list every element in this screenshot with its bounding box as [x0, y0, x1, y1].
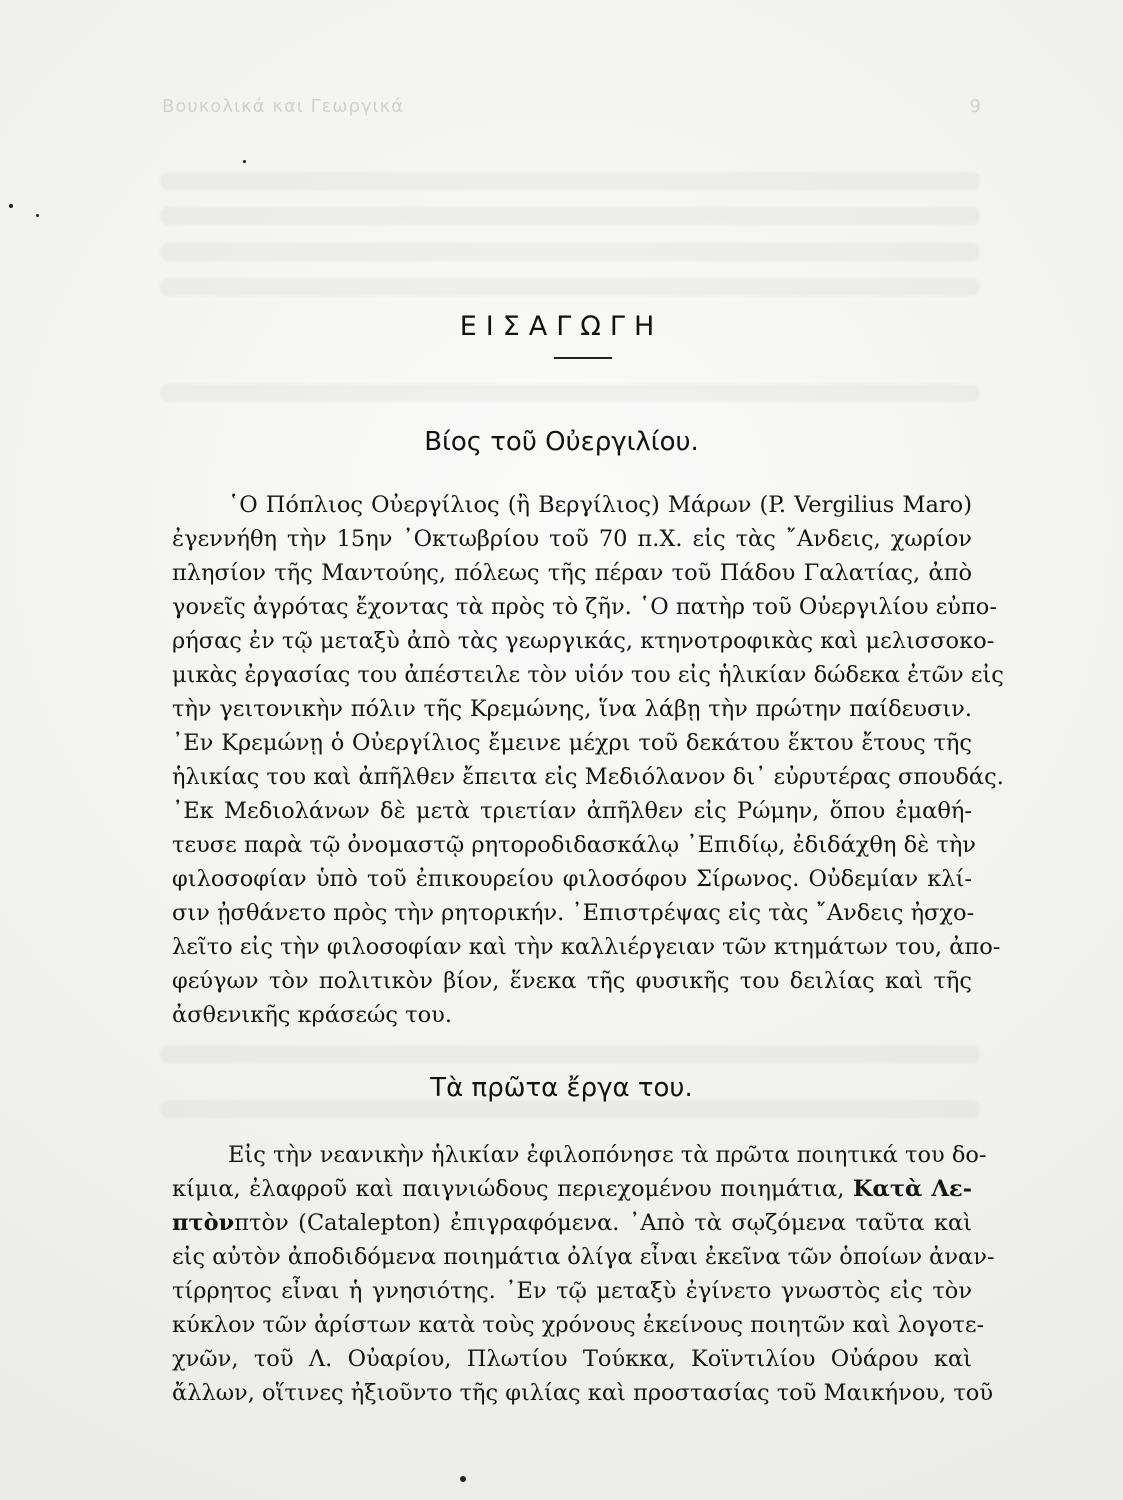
running-head-page-number: 9	[969, 96, 982, 117]
paragraph-line-with-bold	[172, 1206, 972, 1240]
bleed-through-line	[160, 207, 980, 225]
bleed-through-line	[160, 243, 980, 261]
paragraph-line: χνῶν, τοῦ Λ. Οὐαρίου, Πλωτίου Τούκκα, Κοϊντιλίου Οὐάρου καὶ	[172, 1346, 972, 1372]
paragraph-line-text: πτὸν (Catalepton) ἐπιγραφόμενα. ᾿Απὸ τὰ σῳζόμενα ταῦτα καὶ	[234, 1210, 972, 1236]
running-head-title: Βουκολικά και Γεωργικά	[162, 96, 405, 117]
paragraph-life	[172, 488, 1004, 1032]
running-head	[162, 96, 982, 117]
bleed-through-line	[160, 172, 980, 190]
paragraph-line: λεῖτο εἰς τὴν φιλοσοφίαν καὶ τὴν καλλιέργειαν τῶν κτημάτων του, ἀπο-	[172, 934, 1001, 960]
paragraph-line: γονεῖς ἀγρότας ἔχοντας τὰ πρὸς τὸ ζῆν. ῾Ο πατὴρ τοῦ Οὐεργιλίου εὐπο-	[172, 594, 997, 620]
bold-title-fragment: πτὸν	[172, 1210, 235, 1236]
paragraph-line: πλησίον τῆς Μαντούης, πόλεως τῆς πέραν τοῦ Πάδου Γαλατίας, ἀπὸ	[172, 560, 972, 586]
section-heading-first-works: Τὰ πρῶτα ἔργα του.	[430, 1073, 693, 1103]
paragraph-line: Εἰς τὴν νεανικὴν ἡλικίαν ἐφιλοπόνησε τὰ πρῶτα ποιητικά του δο-	[228, 1142, 987, 1168]
paragraph-line: τὴν γειτονικὴν πόλιν τῆς Κρεμώνης, ἵνα λάβῃ τὴν πρώτην παίδευσιν.	[172, 696, 972, 722]
paragraph-line: φιλοσοφίαν ὑπὸ τοῦ ἐπικουρείου φιλοσόφου Σίρωνος. Οὐδεμίαν κλί-	[172, 866, 972, 892]
paragraph-line: ρήσας ἐν τῷ μεταξὺ ἀπὸ τὰς γεωργικάς, κτηνοτροφικὰς καὶ μελισσοκο-	[172, 628, 995, 654]
paragraph-line-text: κίμια, ἐλαφροῦ καὶ παιγνιώδους περιεχομένου ποιημάτια,	[172, 1176, 853, 1202]
paragraph-line: μικὰς ἐργασίας του ἀπέστειλε τὸν υἱόν του εἰς ἡλικίαν δώδεκα ἐτῶν εἰς	[172, 662, 1004, 688]
title-underline	[554, 357, 612, 359]
paragraph-line: ἐγεννήθη τὴν 15ην ᾿Οκτωβρίου τοῦ 70 π.Χ. εἰς τὰς ῎Ανδεις, χωρίον	[172, 526, 972, 552]
scan-speck	[36, 214, 39, 217]
paragraph-line: κύκλον τῶν ἀρίστων κατὰ τοὺς χρόνους ἐκείνους ποιητῶν καὶ λογοτε-	[172, 1312, 985, 1338]
paragraph-line: ἡλικίας του καὶ ἀπῆλθεν ἔπειτα εἰς Μεδιόλανον δι᾿ εὐρυτέρας σπουδάς.	[172, 764, 1004, 790]
paragraph-line: ἄλλων, οἵτινες ἠξιοῦντο τῆς φιλίας καὶ προστασίας τοῦ Μαικήνου, τοῦ	[172, 1380, 994, 1406]
bleed-through-line	[160, 384, 980, 402]
paragraph-line: τίρρητος εἶναι ἡ γνησιότης. ᾿Εν τῷ μεταξὺ ἐγίνετο γνωστὸς εἰς τὸν	[172, 1278, 972, 1304]
bold-title-fragment: Κατὰ Λε-	[852, 1176, 972, 1202]
bleed-through-line	[160, 278, 980, 296]
bleed-through-line	[160, 1045, 980, 1063]
scan-speck	[460, 1476, 466, 1482]
scan-speck	[243, 160, 246, 163]
paragraph-line: ᾿Εκ Μεδιολάνων δὲ μετὰ τριετίαν ἀπῆλθεν εἰς Ρώμην, ὅπου ἐμαθή-	[172, 798, 972, 824]
paragraph-first-works	[172, 1138, 995, 1410]
page-title: ΕΙΣΑΓΩΓΗ	[459, 311, 664, 342]
paragraph-line: σιν ᾐσθάνετο πρὸς τὴν ρητορικήν. ᾿Επιστρέψας εἰς τὰς ῎Ανδεις ἠσχο-	[172, 900, 975, 926]
paragraph-line: εἰς αὐτὸν ἀποδιδόμενα ποιημάτια ὀλίγα εἶναι ἐκεῖνα τῶν ὁποίων ἀναν-	[172, 1244, 995, 1270]
paragraph-line: τευσε παρὰ τῷ ὀνομαστῷ ρητοροδιδασκάλῳ ᾿Επιδίῳ, ἐδιδάχθη δὲ τὴν	[172, 832, 976, 858]
scan-speck	[9, 204, 13, 208]
paragraph-line-with-bold	[172, 1172, 972, 1206]
paragraph-line: φεύγων τὸν πολιτικὸν βίον, ἕνεκα τῆς φυσικῆς του δειλίας καὶ τῆς	[172, 968, 972, 994]
paragraph-line: ἀσθενικῆς κράσεώς του.	[172, 1002, 452, 1028]
section-heading-life: Βίος τοῦ Οὐεργιλίου.	[424, 427, 699, 457]
paragraph-line: ᾿Εν Κρεμώνῃ ὁ Οὐεργίλιος ἔμεινε μέχρι τοῦ δεκάτου ἕκτου ἔτους τῆς	[172, 730, 972, 756]
paragraph-line: ῾Ο Πόπλιος Οὐεργίλιος (ἢ Βεργίλιος) Μάρων (P. Vergilius Maro)	[228, 492, 972, 518]
